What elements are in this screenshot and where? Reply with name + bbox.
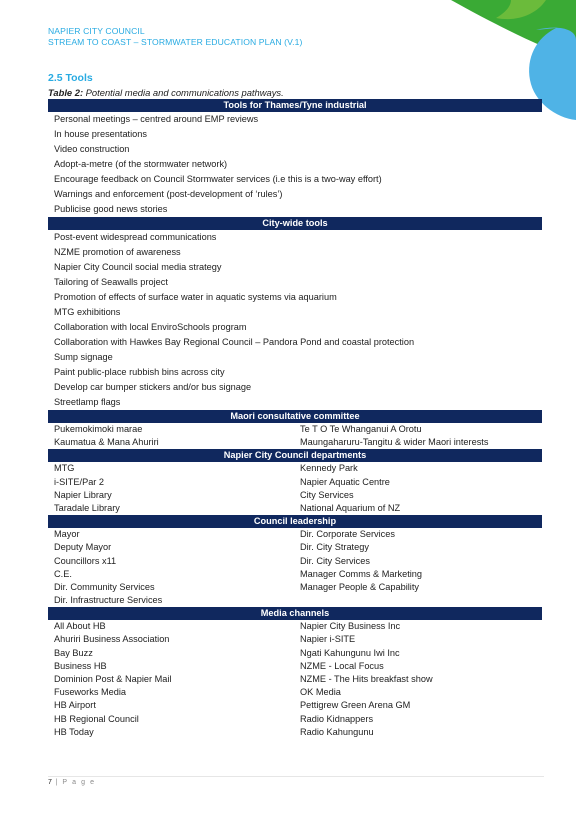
industrial-tools-list — [48, 112, 542, 217]
table-cell-left: Business HB — [54, 660, 107, 671]
communications-table — [48, 99, 542, 739]
table-row — [48, 476, 542, 489]
table-item: Publicise good news stories — [54, 204, 168, 214]
table-item: Napier City Council social media strategy — [54, 262, 222, 272]
table-cell-left: HB Today — [54, 726, 94, 737]
table-item: NZME promotion of awareness — [54, 247, 181, 257]
table-cell-left: HB Regional Council — [54, 713, 139, 724]
table-row — [48, 594, 542, 607]
table-cell-left: Dominion Post & Napier Mail — [54, 674, 172, 684]
table-item: Paint public-place rubbish bins across city — [54, 367, 225, 377]
table-cell-left: i-SITE/Par 2 — [54, 476, 105, 487]
table-row — [48, 462, 542, 475]
section-title: 2.5 Tools — [48, 72, 93, 84]
table-cell-right: Napier City Business Inc — [300, 621, 401, 632]
table-cell-left: Napier Library — [54, 489, 112, 500]
table-row — [48, 673, 542, 686]
table-item: Promotion of effects of surface water in aquatic systems via aquarium — [54, 292, 337, 302]
section-band-council-departments: Napier City Council departments — [48, 449, 542, 462]
table-cell-right: Manager Comms & Marketing — [300, 568, 423, 579]
table-item: In house presentations — [54, 129, 147, 139]
table-cell-left: Fuseworks Media — [54, 687, 126, 698]
table-cell-right: NZME - The Hits breakfast show — [300, 674, 433, 684]
council-departments-list — [48, 462, 542, 515]
page-label: | P a g e — [51, 779, 96, 786]
footer-divider — [48, 776, 544, 777]
table-cell-left: Mayor — [54, 529, 80, 540]
table-cell-right: Ngati Kahungunu Iwi Inc — [300, 647, 400, 658]
table-cell-left: Councillors x11 — [54, 555, 117, 566]
table-row — [48, 647, 542, 660]
table-row — [48, 423, 542, 436]
council-leadership-list — [48, 528, 542, 607]
table-row — [48, 502, 542, 515]
table-cell-right: OK Media — [300, 687, 341, 698]
table-cell-left: Ahuriri Business Association — [54, 634, 170, 645]
table-cell-right: Radio Kahungunu — [300, 726, 374, 737]
table-item: Video construction — [54, 144, 130, 154]
table-item: Personal meetings – centred around EMP reviews — [54, 114, 259, 124]
section-band-city-wide: City-wide tools — [48, 217, 542, 230]
table-row — [48, 555, 542, 568]
table-row — [48, 568, 542, 581]
table-cell-right: Radio Kidnappers — [300, 713, 374, 724]
table-item: Streetlamp flags — [54, 397, 121, 407]
table-row — [48, 581, 542, 594]
table-cell-right: Dir. Corporate Services — [300, 529, 395, 540]
table-row — [48, 541, 542, 554]
caption-label: Table 2: — [48, 87, 84, 98]
table-cell-right: City Services — [300, 489, 354, 500]
table-cell-right: National Aquarium of NZ — [300, 502, 401, 513]
table-item: Collaboration with Hawkes Bay Regional Council – Pandora Pond and coastal protection — [54, 337, 415, 347]
table-item: Tailoring of Seawalls project — [54, 277, 168, 287]
table-cell-right: Dir. City Services — [300, 555, 370, 566]
caption-text: Potential media and communications pathways. — [83, 87, 284, 98]
table-cell-right: Kennedy Park — [300, 463, 358, 474]
table-cell-left: HB Airport — [54, 700, 96, 711]
table-cell-right: Napier Aquatic Centre — [300, 476, 390, 487]
document-header — [48, 26, 302, 47]
table-caption — [48, 87, 284, 98]
maori-committee-list — [48, 423, 542, 449]
table-cell-left: Pukemokimoki marae — [54, 424, 143, 434]
page-footer — [48, 779, 96, 786]
table-cell-left: Dir. Infrastructure Services — [54, 595, 163, 606]
table-cell-left: Bay Buzz — [54, 647, 93, 658]
table-item: Post-event widespread communications — [54, 232, 217, 242]
table-row — [48, 489, 542, 502]
table-cell-left: All About HB — [54, 621, 106, 632]
header-org: NAPIER CITY COUNCIL — [48, 26, 145, 36]
table-cell-right: Dir. City Strategy — [300, 542, 369, 553]
header-plan-title: STREAM TO COAST – STORMWATER EDUCATION PLAN (V.1) — [48, 36, 303, 47]
table-item: Develop car bumper stickers and/or bus signage — [54, 382, 252, 392]
table-row — [48, 660, 542, 673]
section-band-maori-committee: Maori consultative committee — [48, 410, 542, 423]
table-row — [48, 436, 542, 449]
table-cell-right: Pettigrew Green Arena GM — [300, 700, 411, 711]
media-channels-list — [48, 620, 542, 739]
table-cell-right — [294, 594, 542, 607]
table-cell-right: Manager People & Capability — [300, 581, 419, 592]
table-cell-left: Kaumatua & Mana Ahuriri — [54, 437, 159, 448]
table-row — [48, 699, 542, 712]
page-number: 7 — [48, 779, 52, 786]
table-item: Adopt-a-metre (of the stormwater network) — [54, 159, 228, 169]
table-row — [48, 528, 542, 541]
table-cell-right: Te T O Te Whanganui A Orotu — [300, 424, 422, 434]
table-cell-left: C.E. — [54, 568, 72, 579]
table-item: Collaboration with local EnviroSchools program — [54, 322, 247, 332]
table-item: Encourage feedback on Council Stormwater services (i.e this is a two-way effort) — [54, 174, 382, 184]
table-cell-left: Deputy Mayor — [54, 542, 112, 553]
table-item: Sump signage — [54, 352, 113, 362]
table-cell-right: Napier i-SITE — [300, 634, 356, 645]
table-row — [48, 633, 542, 646]
section-band-media-channels: Media channels — [48, 607, 542, 620]
table-row — [48, 726, 542, 739]
table-cell-right: NZME - Local Focus — [300, 660, 384, 671]
table-cell-left: Taradale Library — [54, 502, 120, 513]
table-item: Warnings and enforcement (post-development of ‘rules’) — [54, 189, 283, 199]
table-item: MTG exhibitions — [54, 307, 121, 317]
section-band-council-leadership: Council leadership — [48, 515, 542, 528]
table-cell-left: MTG — [54, 463, 75, 474]
table-row — [48, 620, 542, 633]
table-cell-left: Dir. Community Services — [54, 581, 155, 592]
city-wide-tools-list — [48, 230, 542, 410]
table-row — [48, 686, 542, 699]
table-row — [48, 713, 542, 726]
table-cell-right: Maungaharuru-Tangitu & wider Maori interests — [300, 437, 489, 448]
section-band-industrial: Tools for Thames/Tyne industrial — [48, 99, 542, 112]
